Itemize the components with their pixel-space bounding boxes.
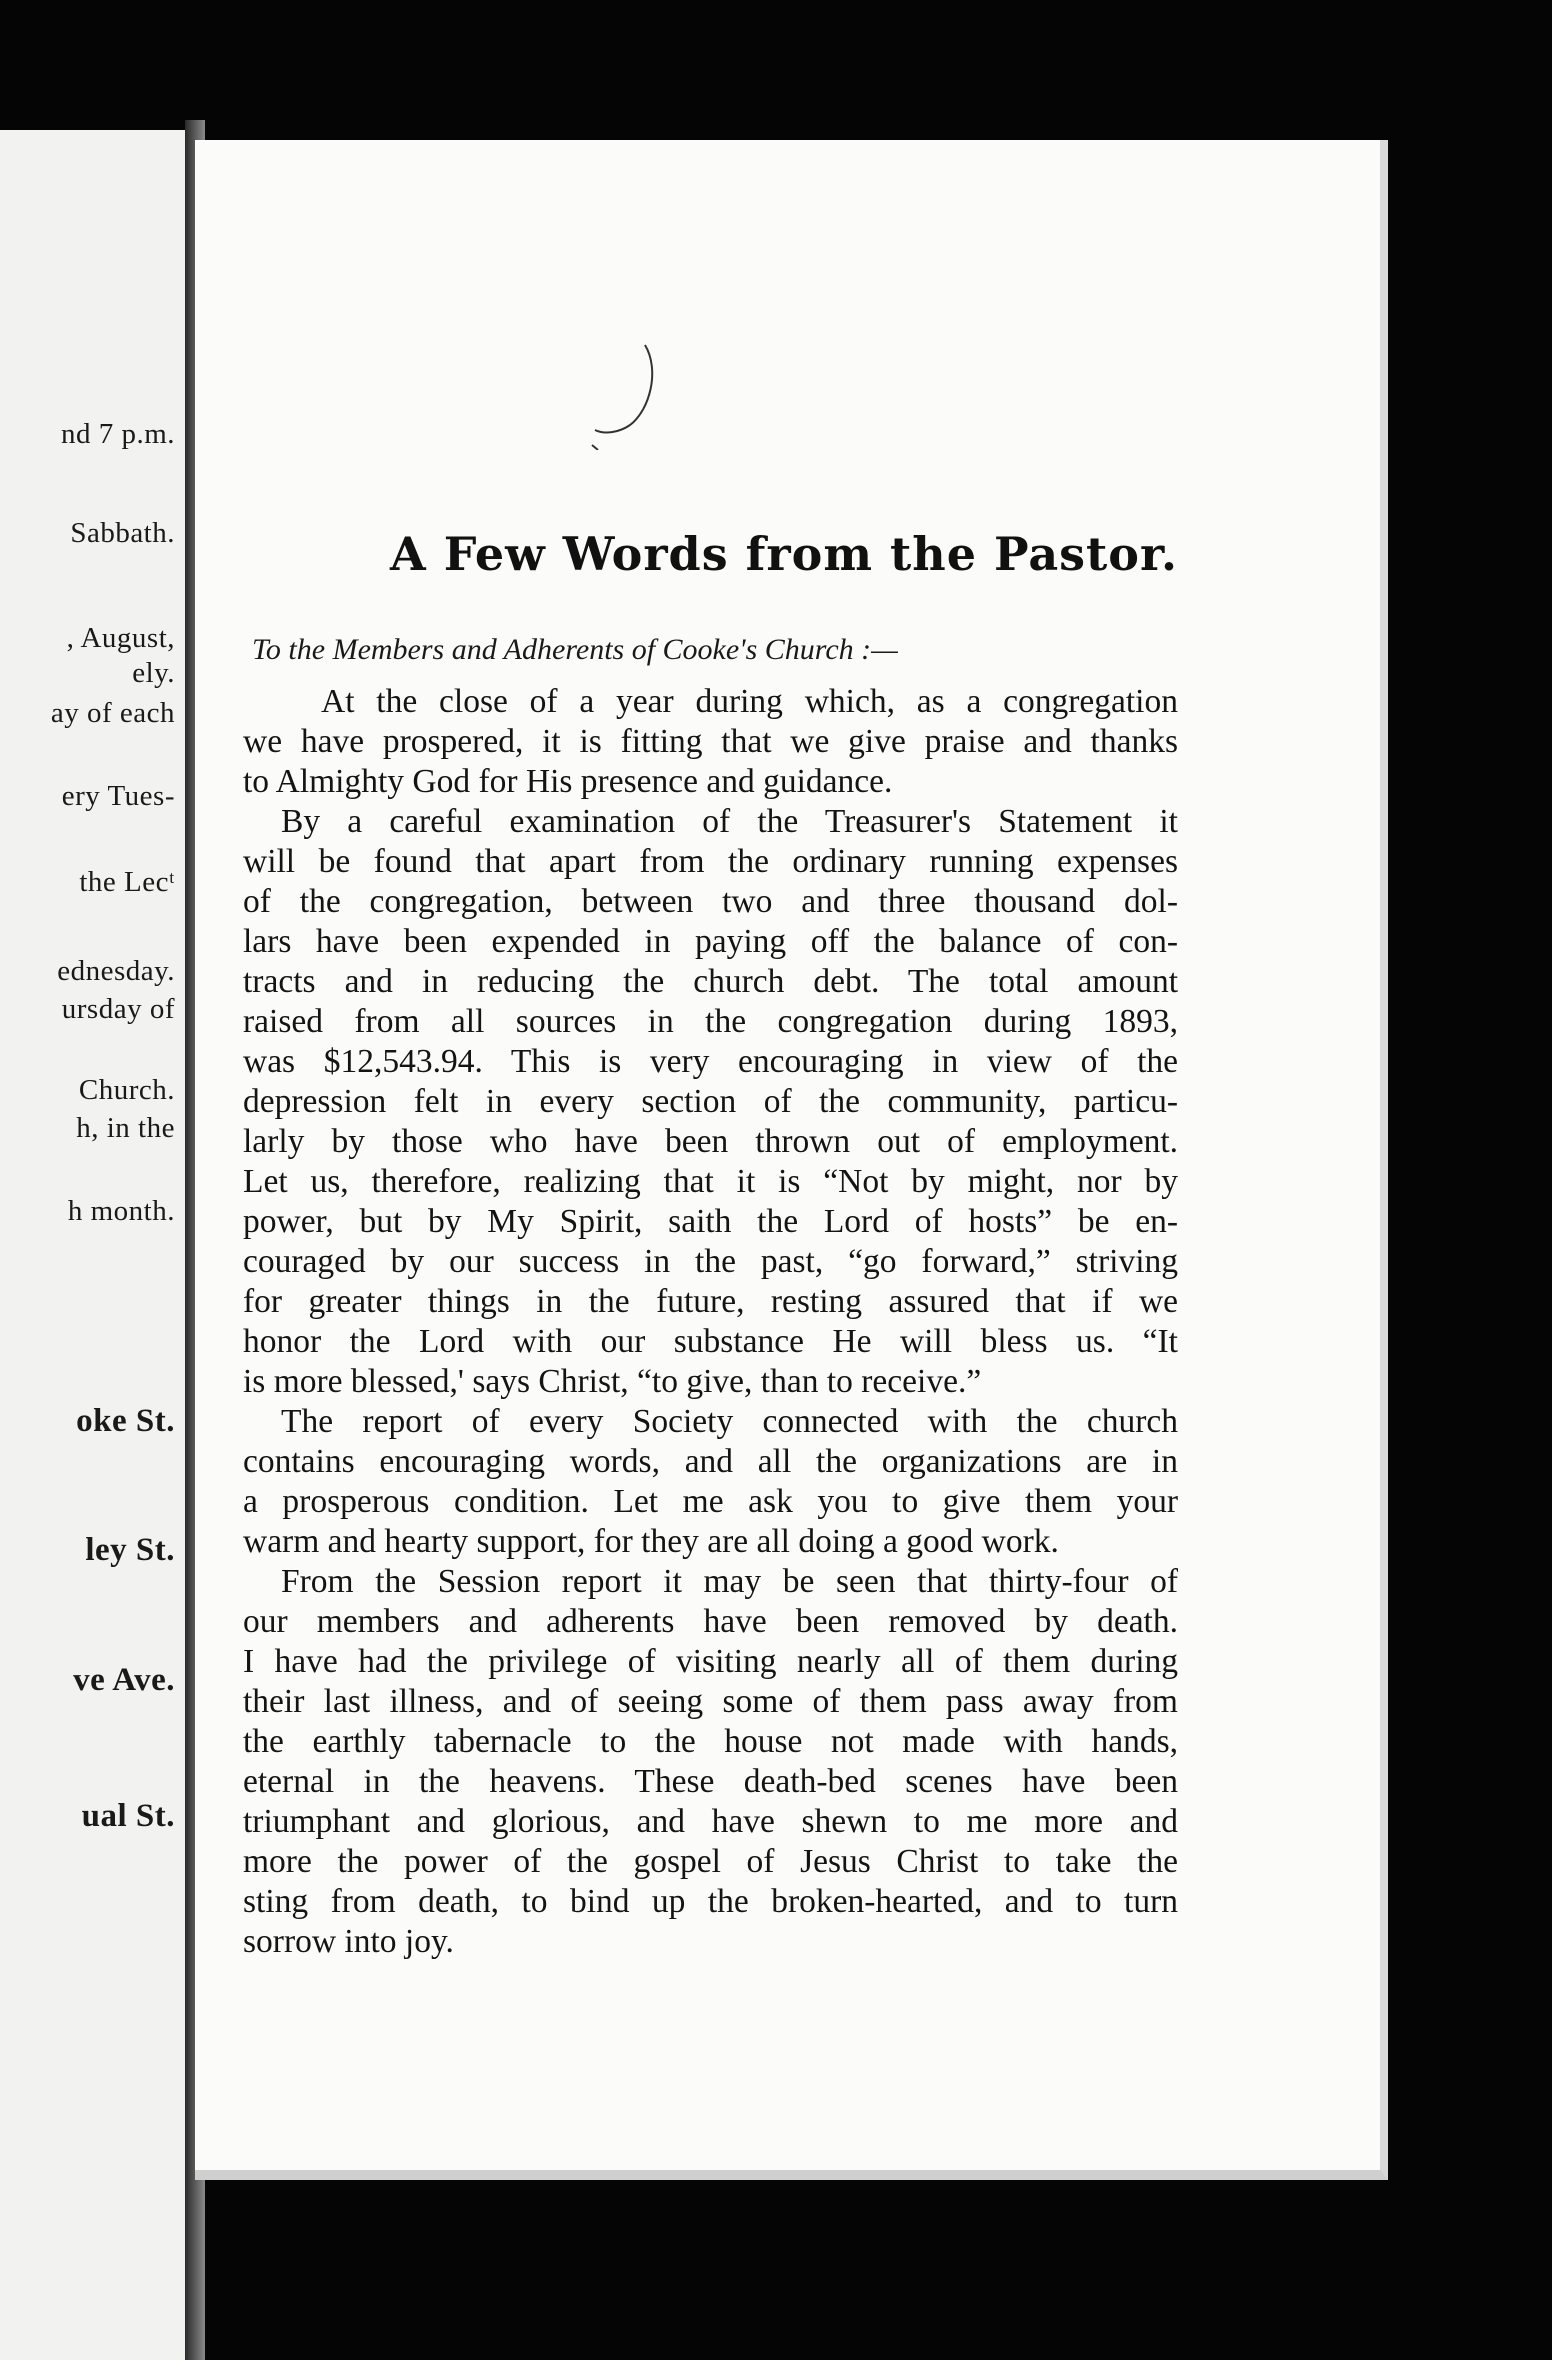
body-line: I have had the privilege of visiting nearly all of them during [243, 1643, 1178, 1680]
left-page-line: h, in the [76, 1112, 175, 1144]
body-line: is more blessed,' says Christ, “to give, than to receive.” [243, 1363, 982, 1400]
left-page-line: ley St. [85, 1532, 175, 1568]
body-line: was $12,543.94. This is very encouraging in view of the [243, 1043, 1178, 1080]
body-line: a prosperous condition. Let me ask you to give them your [243, 1483, 1178, 1520]
left-page-line: ery Tues- [61, 780, 175, 812]
body-line: At the close of a year during which, as a congregation [321, 683, 1178, 720]
left-page-line: nd 7 p.m. [60, 418, 175, 450]
body-line: power, but by My Spirit, saith the Lord of hosts” be en- [243, 1203, 1178, 1240]
left-page-line: ay of each [50, 697, 175, 729]
body-line: we have prospered, it is fitting that we give praise and thanks [243, 723, 1178, 760]
body-line: Let us, therefore, realizing that it is “Not by might, nor by [243, 1163, 1178, 1200]
body-line: From the Session report it may be seen that thirty-four of [281, 1563, 1178, 1600]
body-line: their last illness, and of seeing some of them pass away from [243, 1683, 1178, 1720]
left-page-line: Sabbath. [70, 517, 175, 549]
body-line: The report of every Society connected with the church [281, 1403, 1178, 1440]
body-line: contains encouraging words, and all the organizations are in [243, 1443, 1178, 1480]
body-line: couraged by our success in the past, “go forward,” striving [243, 1243, 1178, 1280]
body-line: larly by those who have been thrown out of employment. [243, 1123, 1178, 1160]
left-page-line: , August, [66, 622, 175, 654]
body-line: of the congregation, between two and three thousand dol- [243, 883, 1178, 920]
body-line: honor the Lord with our substance He will bless us. “It [243, 1323, 1178, 1360]
body-line: more the power of the gospel of Jesus Christ to take the [243, 1843, 1178, 1880]
body-line: sting from death, to bind up the broken-hearted, and to turn [243, 1883, 1178, 1920]
body-line: for greater things in the future, resting assured that if we [243, 1283, 1178, 1320]
left-page-line: ednesday. [57, 955, 175, 987]
body-line: the earthly tabernacle to the house not made with hands, [243, 1723, 1178, 1760]
body-line: sorrow into joy. [243, 1923, 454, 1960]
body-line: to Almighty God for His presence and guidance. [243, 763, 893, 800]
left-page-line: the Lecᵗ [79, 866, 175, 898]
letter-body [243, 682, 1178, 1962]
body-line: tracts and in reducing the church debt. The total amount [243, 963, 1178, 1000]
left-page-fragment [0, 130, 185, 2360]
body-line: our members and adherents have been removed by death. [243, 1603, 1178, 1640]
body-line: raised from all sources in the congregation during 1893, [243, 1003, 1178, 1040]
left-page-line: ely. [132, 657, 175, 689]
ornament-flourish [590, 340, 670, 450]
body-line: By a careful examination of the Treasurer's Statement it [281, 803, 1178, 840]
left-page-line: ual St. [81, 1798, 175, 1834]
body-line: warm and hearty support, for they are all doing a good work. [243, 1523, 1059, 1560]
body-line: will be found that apart from the ordinary running expenses [243, 843, 1178, 880]
body-line: eternal in the heavens. These death-bed scenes have been [243, 1763, 1178, 1800]
left-page-line: ursday of [61, 993, 175, 1025]
page-title: A Few Words from the Pastor. [390, 527, 1179, 581]
left-page-line: ve Ave. [73, 1662, 175, 1698]
body-line: lars have been expended in paying off the balance of con- [243, 923, 1178, 960]
body-line: depression felt in every section of the community, particu- [243, 1083, 1178, 1120]
left-page-line: h month. [67, 1195, 175, 1227]
left-page-line: oke St. [76, 1403, 175, 1439]
body-line: triumphant and glorious, and have shewn to me more and [243, 1803, 1178, 1840]
salutation: To the Members and Adherents of Cooke's Church :— [252, 633, 898, 666]
left-page-line: Church. [78, 1074, 175, 1106]
